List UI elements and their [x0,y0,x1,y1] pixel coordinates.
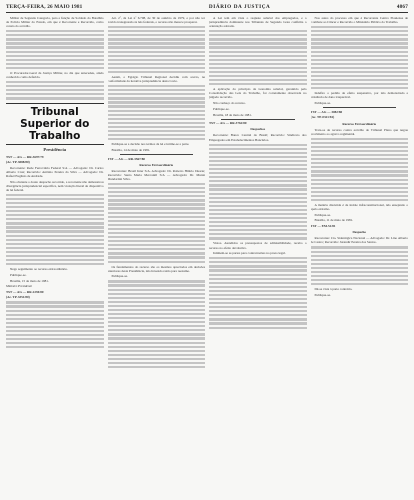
text-block [311,26,409,89]
page-header [6,3,408,13]
paragraph: Brasília, 15 de maio de 1981. [10,278,49,283]
paragraph: Brasília, 14 de maio de 1981. [111,147,151,152]
text-block [108,183,206,263]
process-number: (Ac. TP-3088/80) [6,160,30,165]
paragraph: A matéria discutida é de índole infraconstitucional, não ensejando o apelo extremo. [310,203,408,212]
process-number: TST — AG — RR-2294/80 [6,289,44,294]
text-block [108,85,206,140]
text-block [311,246,409,285]
process-number: TST — AG — 3082/80 [310,109,343,114]
text-block [209,257,307,329]
process-number: TST — EM-51/81 [310,224,336,229]
paragraph: A aplicação do princípio da isonomia salarial, garantido pela Consolidação das Leis do Trabalho, foi corretamente observada no julgado recorrido. [209,87,307,100]
text-block [6,30,104,69]
paragraph: Vistos. Atendidos os pressupostos de admissibilidade, recebo o recurso no efeito devolutivo. [209,241,307,250]
paragraph: Intimem-se as partes para contrarrazões no prazo legal. [213,251,286,256]
divider [221,119,295,120]
paragraph: Nego seguimento ao recurso extraordinário. [10,267,68,272]
column-1 [6,16,104,496]
paragraph: Recorrente: Brasil Inter S/A. Advogado: Dr. Roberto Hilário Duarte; Recorrido: Santa Maria Mercantil S/A — Advogado: Dr. Muniz Mandartini Silva. [107,168,205,182]
paragraph: Não conheço do recurso. [213,101,246,106]
paragraph: Publique-se. [111,274,128,279]
process-number: (Ac. TP-3351/80) [6,295,30,300]
text-columns [6,16,408,496]
paragraph: Art. 2º, da Lei nº 6.708, de 30 de outubro de 1979, e por não ter havido transgressão às leis federais, o recurso não merece prosperar. [107,16,205,25]
paragraph: O Procurador-Geral da Justiça Militar, no dia que antecedeu, ainda conhecido como deferido. [6,70,104,80]
text-block [209,30,307,85]
paragraph: Publique-se. [314,212,331,217]
text-block [209,144,307,240]
process-number: TST — AG — RR-3697/79 [6,154,44,159]
paragraph: Militar de Segunda Categoria, para a função de Soldado do Batalhão da Polícia Militar do Estado, em que é Recorrente e Recorrido, como consta do acórdão. [6,16,104,29]
paragraph: Brasília, 18 de maio de 1981. [213,112,252,117]
section-banner: Tribunal Superior do Trabalho [6,103,104,145]
header-page-number: 4867 [396,4,408,10]
paragraph: Os fundamentos do recurso são os mesmos apreciados em decisões anteriores desta Presidência, não havendo razão para reexame. [107,264,205,273]
text-block [311,138,409,201]
paragraph: Recorrente: Banco Central do Brasil; Recorrido: Sindicato dos Empregados em Estabelecimentos Bancários. [209,133,307,142]
paragraph: Recorrente: Cia. Siderúrgica Nacional — Advogado: Dr. Lino Alberto de Castro; Recorrido: Jurandir Pereira dos Santos. [310,236,408,245]
text-block [6,194,104,266]
paragraph: Não obstante o douto despacho recorrido, a recorrente não demonstrou divergência jurisprudencial específica, nem violação literal de dispositivo de lei federal. [6,179,104,192]
process-number: TST — AG — RR-3762/80 [209,121,247,126]
text-block [108,280,206,368]
text-block [6,81,104,100]
section-heading: Despacho [352,230,367,235]
section-heading: Recurso Extraordinário [139,162,174,167]
paragraph: Publique-se. [314,292,331,297]
paragraph: A Lei tem em vista o reajuste salarial dos empregados, e a jurisprudência dominante nos Tribunais de Segundo Grau confirma a orientação adotada. [209,16,307,29]
paragraph: Nos autos do processo em que é Recorrente Centro Piauiense de Combate ao Câncer e Recorrido o Ministério Público do Trabalho. [310,16,408,25]
header-date: TERÇA-FEIRA, 26 MAIO 1981 [6,4,83,10]
column-3 [209,16,307,496]
text-block [108,26,206,73]
paragraph: Indefiro o pedido de efeito suspensivo, por não demonstrada a existência de dano irreparável. [310,91,408,100]
column-4 [311,16,409,496]
divider [120,154,194,155]
paragraph: Assim, o Egrégio Tribunal Regional decidiu com acerto, na conformidade da iterativa jurisprudência desta Corte. [107,75,205,84]
header-title: DIÁRIO DA JUSTIÇA [208,4,271,10]
paragraph: Trata-se de recurso contra acórdão do Tribunal Pleno que negou provimento ao agravo regimental. [310,127,408,136]
paragraph: Dê-se vista à parte contrária. [314,287,353,292]
section-heading: Despachos [250,127,266,132]
paragraph: Publique-se a decisão nos termos da lei e intime-se a parte. [111,142,190,147]
section-heading: Presidência [43,146,67,152]
section-heading: Recurso Extraordinário [342,121,377,126]
paragraph: Brasília, 11 de maio de 1981. [314,218,354,223]
process-number: TST — AG — RR-3567/80 [107,156,145,161]
signature: Ministro Presidente [6,284,33,289]
divider [323,107,397,108]
text-block [6,301,104,348]
paragraph: Publique-se. [314,101,331,106]
paragraph: Recorrente: Rede Ferroviária Federal S/A — Advogado: Dr. Carlos Alberto Cruz; Recorrido: Antônio Pereira da Silva — Advogado: Dr. Rafael Eugênio de Andrade. [6,165,104,178]
process-number: (Ac. TP-0321/81) [310,115,335,120]
paragraph: Publique-se. [10,272,27,277]
paragraph: Publique-se. [213,106,230,111]
column-2 [108,16,206,496]
